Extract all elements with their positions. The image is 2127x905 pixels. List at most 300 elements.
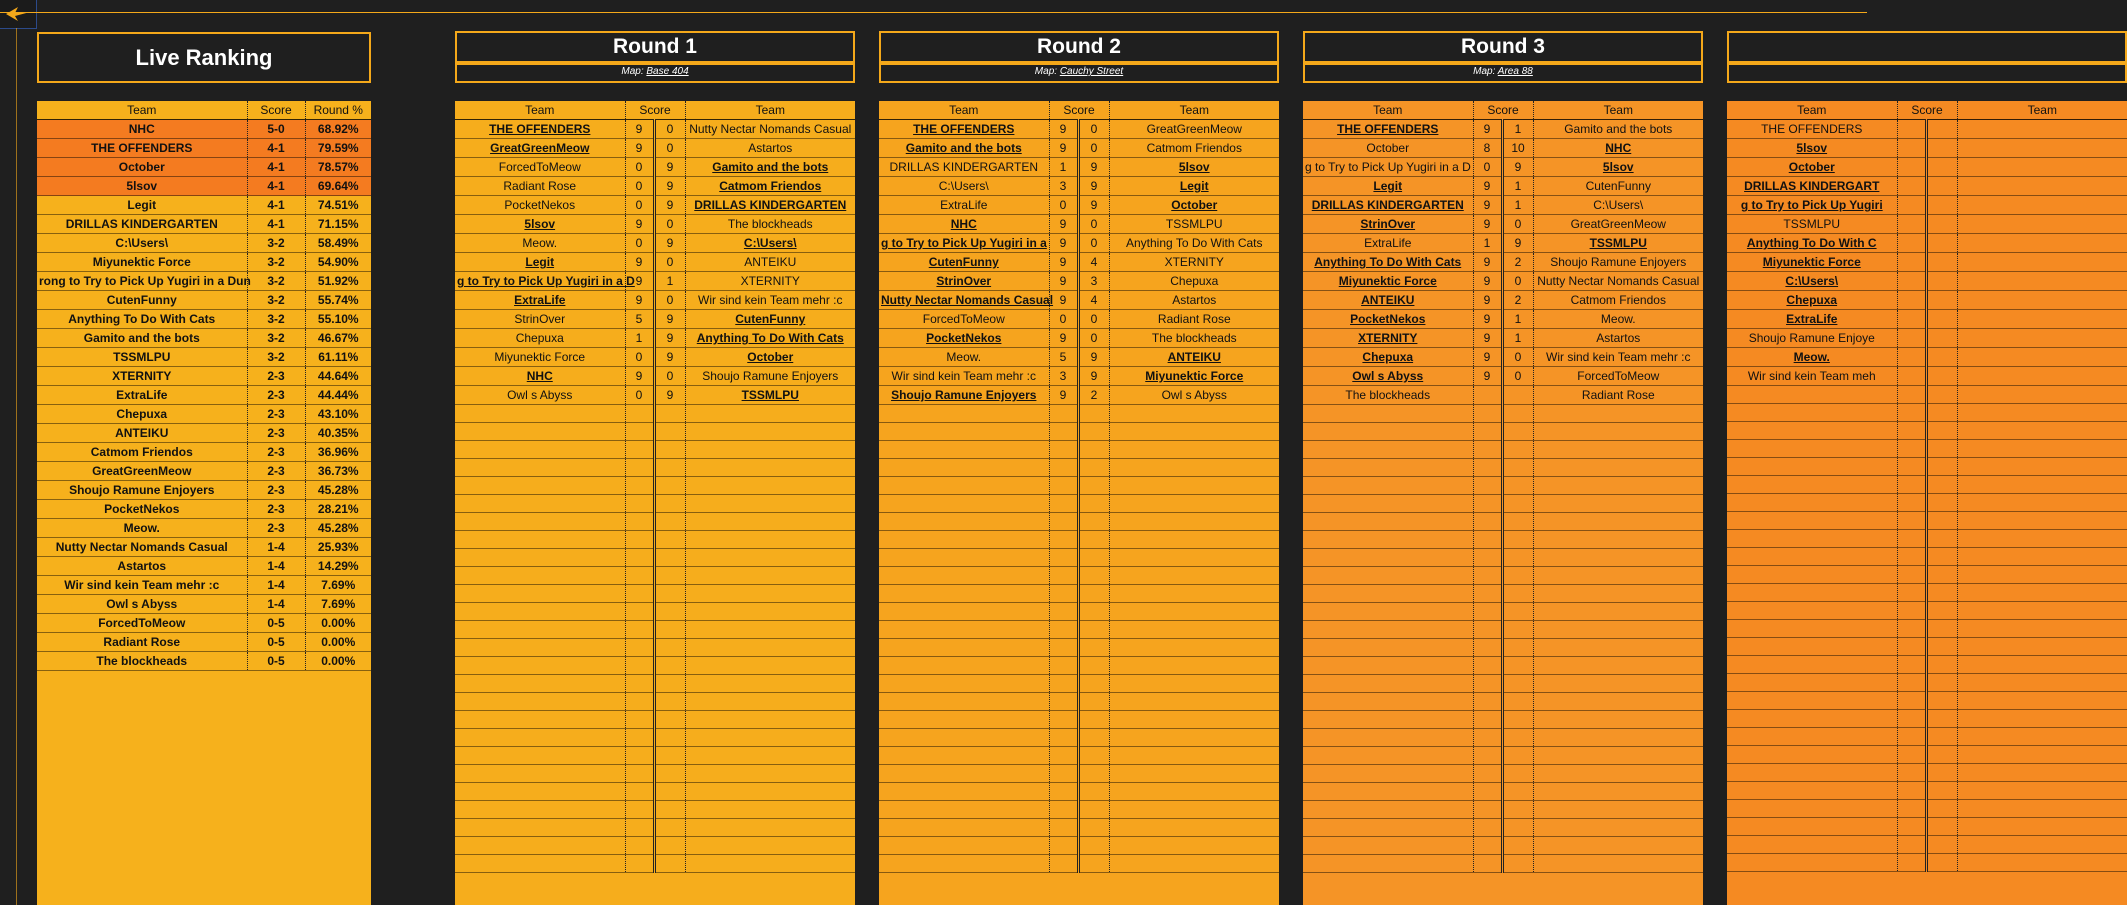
match-team-a[interactable]: ForcedToMeow: [879, 310, 1049, 329]
match-team-b[interactable]: Shoujo Ramune Enjoyers: [685, 367, 855, 386]
ranking-cell-team[interactable]: DRILLAS KINDERGARTEN: [37, 215, 247, 234]
match-team-a[interactable]: [455, 549, 625, 567]
ranking-row[interactable]: [37, 614, 371, 633]
match-team-a[interactable]: [1727, 512, 1897, 530]
match-team-b[interactable]: [1957, 746, 2127, 764]
match-score-b[interactable]: [1926, 656, 1957, 674]
empty-row[interactable]: [455, 405, 855, 423]
match-team-b[interactable]: [1533, 495, 1703, 513]
match-team-a[interactable]: [1303, 819, 1473, 837]
match-score-a[interactable]: 3: [1049, 367, 1078, 386]
match-team-b[interactable]: [1533, 567, 1703, 585]
match-team-b[interactable]: [1533, 729, 1703, 747]
match-team-a[interactable]: [1303, 513, 1473, 531]
match-team-b[interactable]: [1533, 711, 1703, 729]
match-team-a[interactable]: [455, 459, 625, 477]
match-row[interactable]: [879, 196, 1279, 215]
match-team-b[interactable]: [1957, 196, 2127, 215]
match-team-b[interactable]: [685, 783, 855, 801]
match-team-b[interactable]: [1957, 764, 2127, 782]
match-score-a[interactable]: 9: [1473, 367, 1502, 386]
match-row[interactable]: [455, 196, 855, 215]
match-score-a[interactable]: [1897, 548, 1926, 566]
match-score-a[interactable]: [625, 567, 654, 585]
match-team-a[interactable]: [1727, 728, 1897, 746]
match-team-b[interactable]: [1109, 348, 1279, 367]
match-team-b[interactable]: [1109, 621, 1279, 639]
match-score-b[interactable]: [1502, 459, 1533, 477]
ranking-cell-round-pct[interactable]: 46.67%: [305, 329, 371, 348]
match-score-a[interactable]: [1049, 729, 1078, 747]
match-team-a[interactable]: [455, 621, 625, 639]
match-score-b[interactable]: 0: [1502, 367, 1533, 386]
match-team-a[interactable]: [879, 693, 1049, 711]
match-score-a[interactable]: 0: [625, 386, 654, 405]
match-team-a[interactable]: [455, 567, 625, 585]
match-team-a[interactable]: [1727, 620, 1897, 638]
match-team-a[interactable]: [1303, 639, 1473, 657]
match-score-b[interactable]: 1: [1502, 177, 1533, 196]
ranking-row[interactable]: [37, 462, 371, 481]
match-score-b[interactable]: [1502, 711, 1533, 729]
match-team-b[interactable]: XTERNITY: [1109, 253, 1279, 272]
match-team-b[interactable]: [1533, 675, 1703, 693]
match-row[interactable]: [1727, 253, 2127, 272]
match-team-b[interactable]: [1533, 747, 1703, 765]
match-score-a[interactable]: 9: [1473, 329, 1502, 348]
match-team-b[interactable]: [1533, 549, 1703, 567]
match-score-a[interactable]: [1897, 854, 1926, 872]
match-score-b[interactable]: [1502, 441, 1533, 459]
ranking-row[interactable]: [37, 348, 371, 367]
match-team-a[interactable]: [879, 531, 1049, 549]
match-score-b[interactable]: [1078, 675, 1109, 693]
match-team-a[interactable]: [1727, 530, 1897, 548]
match-score-b[interactable]: [654, 477, 685, 495]
match-team-b[interactable]: [1957, 566, 2127, 584]
match-team-b[interactable]: [1957, 139, 2127, 158]
match-score-b[interactable]: [1502, 693, 1533, 711]
match-team-a[interactable]: [879, 405, 1049, 423]
ranking-cell-round-pct[interactable]: 28.21%: [305, 500, 371, 519]
match-row[interactable]: [1303, 386, 1703, 405]
match-score-a[interactable]: [1473, 549, 1502, 567]
match-score-b[interactable]: [654, 855, 685, 873]
empty-row[interactable]: [1727, 782, 2127, 800]
ranking-cell-score[interactable]: 0-5: [247, 633, 305, 652]
match-team-b[interactable]: [1957, 272, 2127, 291]
match-score-b[interactable]: 9: [1078, 177, 1109, 196]
empty-row[interactable]: [1303, 567, 1703, 585]
match-team-a[interactable]: [1727, 291, 1897, 310]
match-score-a[interactable]: [1049, 819, 1078, 837]
ranking-cell-score[interactable]: 2-3: [247, 462, 305, 481]
match-team-b[interactable]: [685, 837, 855, 855]
match-team-b[interactable]: [685, 477, 855, 495]
ranking-cell-team[interactable]: PocketNekos: [37, 500, 247, 519]
match-team-a[interactable]: October: [1303, 139, 1473, 158]
ranking-row[interactable]: [37, 443, 371, 462]
match-score-a[interactable]: [1473, 531, 1502, 549]
match-score-a[interactable]: [625, 495, 654, 513]
match-score-a[interactable]: [1897, 329, 1926, 348]
match-score-b[interactable]: [1926, 367, 1957, 386]
match-team-a[interactable]: [1303, 253, 1473, 272]
match-team-a[interactable]: Meow.: [879, 348, 1049, 367]
round-map-link[interactable]: Area 88: [1497, 66, 1533, 77]
match-row[interactable]: [1303, 367, 1703, 386]
match-team-a[interactable]: [879, 675, 1049, 693]
match-score-b[interactable]: [654, 783, 685, 801]
match-team-b[interactable]: [685, 567, 855, 585]
match-score-b[interactable]: [1078, 693, 1109, 711]
ranking-cell-round-pct[interactable]: 7.69%: [305, 576, 371, 595]
match-score-b[interactable]: [654, 459, 685, 477]
match-row[interactable]: [1303, 310, 1703, 329]
empty-row[interactable]: [1303, 855, 1703, 873]
ranking-cell-round-pct[interactable]: 44.64%: [305, 367, 371, 386]
match-team-a[interactable]: [879, 837, 1049, 855]
match-score-a[interactable]: [1897, 710, 1926, 728]
match-score-a[interactable]: [1473, 819, 1502, 837]
match-row[interactable]: [1727, 272, 2127, 291]
match-score-b[interactable]: [1502, 747, 1533, 765]
match-score-b[interactable]: [1078, 423, 1109, 441]
match-team-a[interactable]: [879, 801, 1049, 819]
match-score-a[interactable]: [1473, 801, 1502, 819]
match-row[interactable]: [879, 367, 1279, 386]
match-team-a[interactable]: [455, 405, 625, 423]
match-row[interactable]: [455, 215, 855, 234]
match-team-a[interactable]: [879, 291, 1054, 310]
match-team-a[interactable]: Chepuxa: [455, 329, 625, 348]
ranking-cell-round-pct[interactable]: 44.44%: [305, 386, 371, 405]
match-score-b[interactable]: [1078, 477, 1109, 495]
match-team-b[interactable]: Wir sind kein Team mehr :c: [685, 291, 855, 310]
match-score-a[interactable]: [625, 783, 654, 801]
match-score-b[interactable]: [1502, 513, 1533, 531]
match-team-b[interactable]: [1957, 584, 2127, 602]
empty-row[interactable]: [455, 531, 855, 549]
ranking-cell-score[interactable]: 4-1: [247, 139, 305, 158]
empty-row[interactable]: [1727, 656, 2127, 674]
match-score-b[interactable]: [1926, 692, 1957, 710]
match-score-b[interactable]: [1502, 621, 1533, 639]
ranking-cell-round-pct[interactable]: 61.11%: [305, 348, 371, 367]
match-team-a[interactable]: [1303, 531, 1473, 549]
match-score-b[interactable]: 0: [1502, 272, 1533, 291]
match-row[interactable]: [1303, 158, 1703, 177]
match-team-a[interactable]: [1727, 854, 1897, 872]
match-score-a[interactable]: [625, 837, 654, 855]
match-score-b[interactable]: [1926, 386, 1957, 404]
match-score-a[interactable]: [1473, 729, 1502, 747]
match-score-a[interactable]: [625, 621, 654, 639]
match-score-a[interactable]: [625, 747, 654, 765]
match-team-b[interactable]: [1957, 348, 2127, 367]
match-team-b[interactable]: [1957, 234, 2127, 253]
match-team-a[interactable]: [455, 819, 625, 837]
empty-row[interactable]: [1303, 531, 1703, 549]
match-score-b[interactable]: [654, 423, 685, 441]
match-team-b[interactable]: [1533, 657, 1703, 675]
match-score-b[interactable]: [1926, 422, 1957, 440]
match-score-b[interactable]: 0: [654, 291, 685, 310]
match-team-a[interactable]: [879, 603, 1049, 621]
ranking-cell-team[interactable]: C:\Users\: [37, 234, 247, 253]
match-score-a[interactable]: [1473, 747, 1502, 765]
match-team-b[interactable]: [1533, 139, 1703, 158]
match-score-a[interactable]: 0: [1473, 158, 1502, 177]
match-score-b[interactable]: [1078, 729, 1109, 747]
match-row[interactable]: [1303, 234, 1703, 253]
match-score-b[interactable]: 9: [1078, 367, 1109, 386]
match-team-a[interactable]: [879, 139, 1049, 158]
match-team-a[interactable]: [1727, 476, 1897, 494]
match-team-b[interactable]: [1109, 603, 1279, 621]
ranking-row[interactable]: [37, 215, 371, 234]
ranking-cell-round-pct[interactable]: 36.73%: [305, 462, 371, 481]
match-team-a[interactable]: [1303, 801, 1473, 819]
ranking-row[interactable]: [37, 633, 371, 652]
match-score-a[interactable]: [1049, 657, 1078, 675]
match-team-b[interactable]: [1957, 476, 2127, 494]
match-team-a[interactable]: [1303, 367, 1473, 386]
match-score-b[interactable]: [1926, 310, 1957, 329]
match-team-a[interactable]: [455, 585, 625, 603]
match-score-a[interactable]: [1049, 837, 1078, 855]
match-score-b[interactable]: [1502, 567, 1533, 585]
ranking-cell-team[interactable]: ANTEIKU: [37, 424, 247, 443]
match-row[interactable]: [455, 139, 855, 158]
match-score-b[interactable]: [1502, 603, 1533, 621]
match-row[interactable]: [1303, 291, 1703, 310]
empty-row[interactable]: [879, 801, 1279, 819]
match-score-a[interactable]: 9: [625, 272, 654, 291]
ranking-cell-round-pct[interactable]: 58.49%: [305, 234, 371, 253]
ranking-row[interactable]: [37, 500, 371, 519]
match-team-b[interactable]: [1957, 494, 2127, 512]
ranking-cell-score[interactable]: 0-5: [247, 652, 305, 671]
match-team-b[interactable]: TSSMLPU: [1109, 215, 1279, 234]
match-score-b[interactable]: [1078, 531, 1109, 549]
match-team-b[interactable]: The blockheads: [685, 215, 855, 234]
empty-row[interactable]: [879, 693, 1279, 711]
match-row[interactable]: [1727, 177, 2127, 196]
match-score-a[interactable]: [625, 603, 654, 621]
match-team-a[interactable]: [1303, 765, 1473, 783]
match-team-b[interactable]: [1109, 405, 1279, 423]
ranking-cell-score[interactable]: 1-4: [247, 538, 305, 557]
match-team-a[interactable]: [1727, 348, 1897, 367]
match-team-b[interactable]: [1109, 513, 1279, 531]
match-team-a[interactable]: [879, 423, 1049, 441]
match-team-a[interactable]: [879, 253, 1049, 272]
ranking-row[interactable]: [37, 158, 371, 177]
match-team-a[interactable]: [455, 675, 625, 693]
match-team-b[interactable]: [1957, 253, 2127, 272]
match-row[interactable]: [455, 272, 855, 291]
match-team-a[interactable]: ExtraLife: [879, 196, 1049, 215]
match-score-a[interactable]: [625, 729, 654, 747]
match-score-a[interactable]: [1897, 348, 1926, 367]
empty-row[interactable]: [1727, 836, 2127, 854]
match-team-a[interactable]: PocketNekos: [455, 196, 625, 215]
match-row[interactable]: [455, 234, 855, 253]
match-score-a[interactable]: [1897, 291, 1926, 310]
match-score-b[interactable]: [1078, 567, 1109, 585]
ranking-cell-team[interactable]: Nutty Nectar Nomands Casual: [37, 538, 247, 557]
match-score-b[interactable]: [1502, 639, 1533, 657]
match-score-b[interactable]: 9: [654, 386, 685, 405]
match-score-b[interactable]: [1078, 711, 1109, 729]
match-team-b[interactable]: Anything To Do With Cats: [1109, 234, 1279, 253]
match-score-b[interactable]: [1926, 602, 1957, 620]
empty-row[interactable]: [879, 423, 1279, 441]
match-row[interactable]: [455, 253, 855, 272]
match-score-b[interactable]: [1078, 639, 1109, 657]
match-score-a[interactable]: [1897, 494, 1926, 512]
match-team-a[interactable]: [1303, 177, 1473, 196]
match-team-b[interactable]: [1957, 782, 2127, 800]
match-score-b[interactable]: [654, 549, 685, 567]
match-team-b[interactable]: ForcedToMeow: [1533, 367, 1703, 386]
match-score-b[interactable]: [654, 513, 685, 531]
match-team-a[interactable]: [455, 603, 625, 621]
match-team-b[interactable]: [1109, 459, 1279, 477]
match-team-b[interactable]: [1533, 477, 1703, 495]
ranking-row[interactable]: [37, 310, 371, 329]
match-team-a[interactable]: [1727, 836, 1897, 854]
match-score-b[interactable]: [1078, 459, 1109, 477]
match-score-a[interactable]: [1049, 585, 1078, 603]
match-team-a[interactable]: Wir sind kein Team meh: [1727, 367, 1897, 386]
match-score-b[interactable]: [1078, 441, 1109, 459]
match-score-a[interactable]: [1049, 423, 1078, 441]
match-team-b[interactable]: [685, 310, 855, 329]
ranking-cell-score[interactable]: 3-2: [247, 234, 305, 253]
match-team-b[interactable]: [1533, 603, 1703, 621]
match-team-a[interactable]: [1727, 764, 1897, 782]
match-score-b[interactable]: 9: [1502, 158, 1533, 177]
match-score-a[interactable]: [1897, 818, 1926, 836]
match-score-b[interactable]: [1078, 405, 1109, 423]
match-score-b[interactable]: 0: [654, 120, 685, 139]
match-score-a[interactable]: [1897, 764, 1926, 782]
match-team-a[interactable]: [1727, 566, 1897, 584]
match-score-a[interactable]: [625, 819, 654, 837]
match-score-b[interactable]: 9: [1078, 158, 1109, 177]
match-team-b[interactable]: [685, 234, 855, 253]
match-team-b[interactable]: [1957, 367, 2127, 386]
match-score-a[interactable]: 1: [1049, 158, 1078, 177]
ranking-cell-team[interactable]: ExtraLife: [37, 386, 247, 405]
match-row[interactable]: [879, 139, 1279, 158]
ranking-row[interactable]: [37, 196, 371, 215]
ranking-cell-round-pct[interactable]: 54.90%: [305, 253, 371, 272]
match-score-b[interactable]: 9: [1502, 234, 1533, 253]
match-team-a[interactable]: [879, 477, 1049, 495]
ranking-cell-score[interactable]: 4-1: [247, 177, 305, 196]
match-score-a[interactable]: [1473, 513, 1502, 531]
match-team-b[interactable]: [1957, 836, 2127, 854]
ranking-row[interactable]: [37, 272, 371, 291]
ranking-cell-team[interactable]: Chepuxa: [37, 405, 247, 424]
match-row[interactable]: [1727, 310, 2127, 329]
match-score-b[interactable]: 1: [654, 272, 685, 291]
match-score-b[interactable]: 0: [654, 139, 685, 158]
match-score-a[interactable]: [1049, 675, 1078, 693]
match-score-b[interactable]: [1926, 234, 1957, 253]
empty-row[interactable]: [1303, 819, 1703, 837]
match-score-b[interactable]: [1502, 585, 1533, 603]
match-score-b[interactable]: [654, 711, 685, 729]
match-team-b[interactable]: [1109, 549, 1279, 567]
match-score-a[interactable]: [1049, 801, 1078, 819]
match-team-a[interactable]: [879, 567, 1049, 585]
match-team-b[interactable]: C:\Users\: [1533, 196, 1703, 215]
match-team-a[interactable]: [879, 585, 1049, 603]
match-row[interactable]: [1727, 234, 2127, 253]
match-score-a[interactable]: 9: [1473, 348, 1502, 367]
match-team-a[interactable]: DRILLAS KINDERGARTEN: [879, 158, 1049, 177]
ranking-cell-team[interactable]: Shoujo Ramune Enjoyers: [37, 481, 247, 500]
match-score-b[interactable]: [1926, 476, 1957, 494]
match-score-a[interactable]: 9: [1049, 139, 1078, 158]
match-team-a[interactable]: [879, 765, 1049, 783]
match-row[interactable]: [879, 386, 1279, 405]
match-team-a[interactable]: [879, 120, 1049, 139]
match-team-b[interactable]: [1533, 585, 1703, 603]
match-team-a[interactable]: [455, 657, 625, 675]
empty-row[interactable]: [1727, 404, 2127, 422]
ranking-cell-score[interactable]: 1-4: [247, 576, 305, 595]
match-score-a[interactable]: [1897, 692, 1926, 710]
match-team-b[interactable]: [1957, 818, 2127, 836]
match-score-a[interactable]: [625, 765, 654, 783]
empty-row[interactable]: [455, 711, 855, 729]
match-team-a[interactable]: [1303, 621, 1473, 639]
match-score-a[interactable]: [1897, 440, 1926, 458]
match-score-a[interactable]: [1049, 855, 1078, 873]
match-score-b[interactable]: [1926, 638, 1957, 656]
match-score-b[interactable]: [1078, 657, 1109, 675]
ranking-row[interactable]: [37, 291, 371, 310]
empty-row[interactable]: [1727, 764, 2127, 782]
ranking-row[interactable]: [37, 367, 371, 386]
empty-row[interactable]: [879, 729, 1279, 747]
ranking-cell-round-pct[interactable]: 40.35%: [305, 424, 371, 443]
empty-row[interactable]: [879, 513, 1279, 531]
match-team-a[interactable]: [1727, 386, 1897, 404]
match-team-a[interactable]: g to Try to Pick Up Yugiri in a D: [1303, 158, 1473, 177]
match-team-b[interactable]: [1109, 567, 1279, 585]
match-score-a[interactable]: 3: [1049, 177, 1078, 196]
match-row[interactable]: [879, 348, 1279, 367]
match-team-a[interactable]: [455, 253, 625, 272]
match-score-a[interactable]: [1473, 621, 1502, 639]
match-score-a[interactable]: 9: [1473, 253, 1502, 272]
match-team-a[interactable]: [1303, 459, 1473, 477]
match-team-b[interactable]: [1957, 177, 2127, 196]
match-score-b[interactable]: [1926, 512, 1957, 530]
match-score-a[interactable]: [1049, 711, 1078, 729]
match-score-a[interactable]: [1897, 566, 1926, 584]
match-team-a[interactable]: [455, 215, 625, 234]
match-score-a[interactable]: [1049, 441, 1078, 459]
match-score-b[interactable]: [1926, 728, 1957, 746]
match-team-a[interactable]: [879, 495, 1049, 513]
